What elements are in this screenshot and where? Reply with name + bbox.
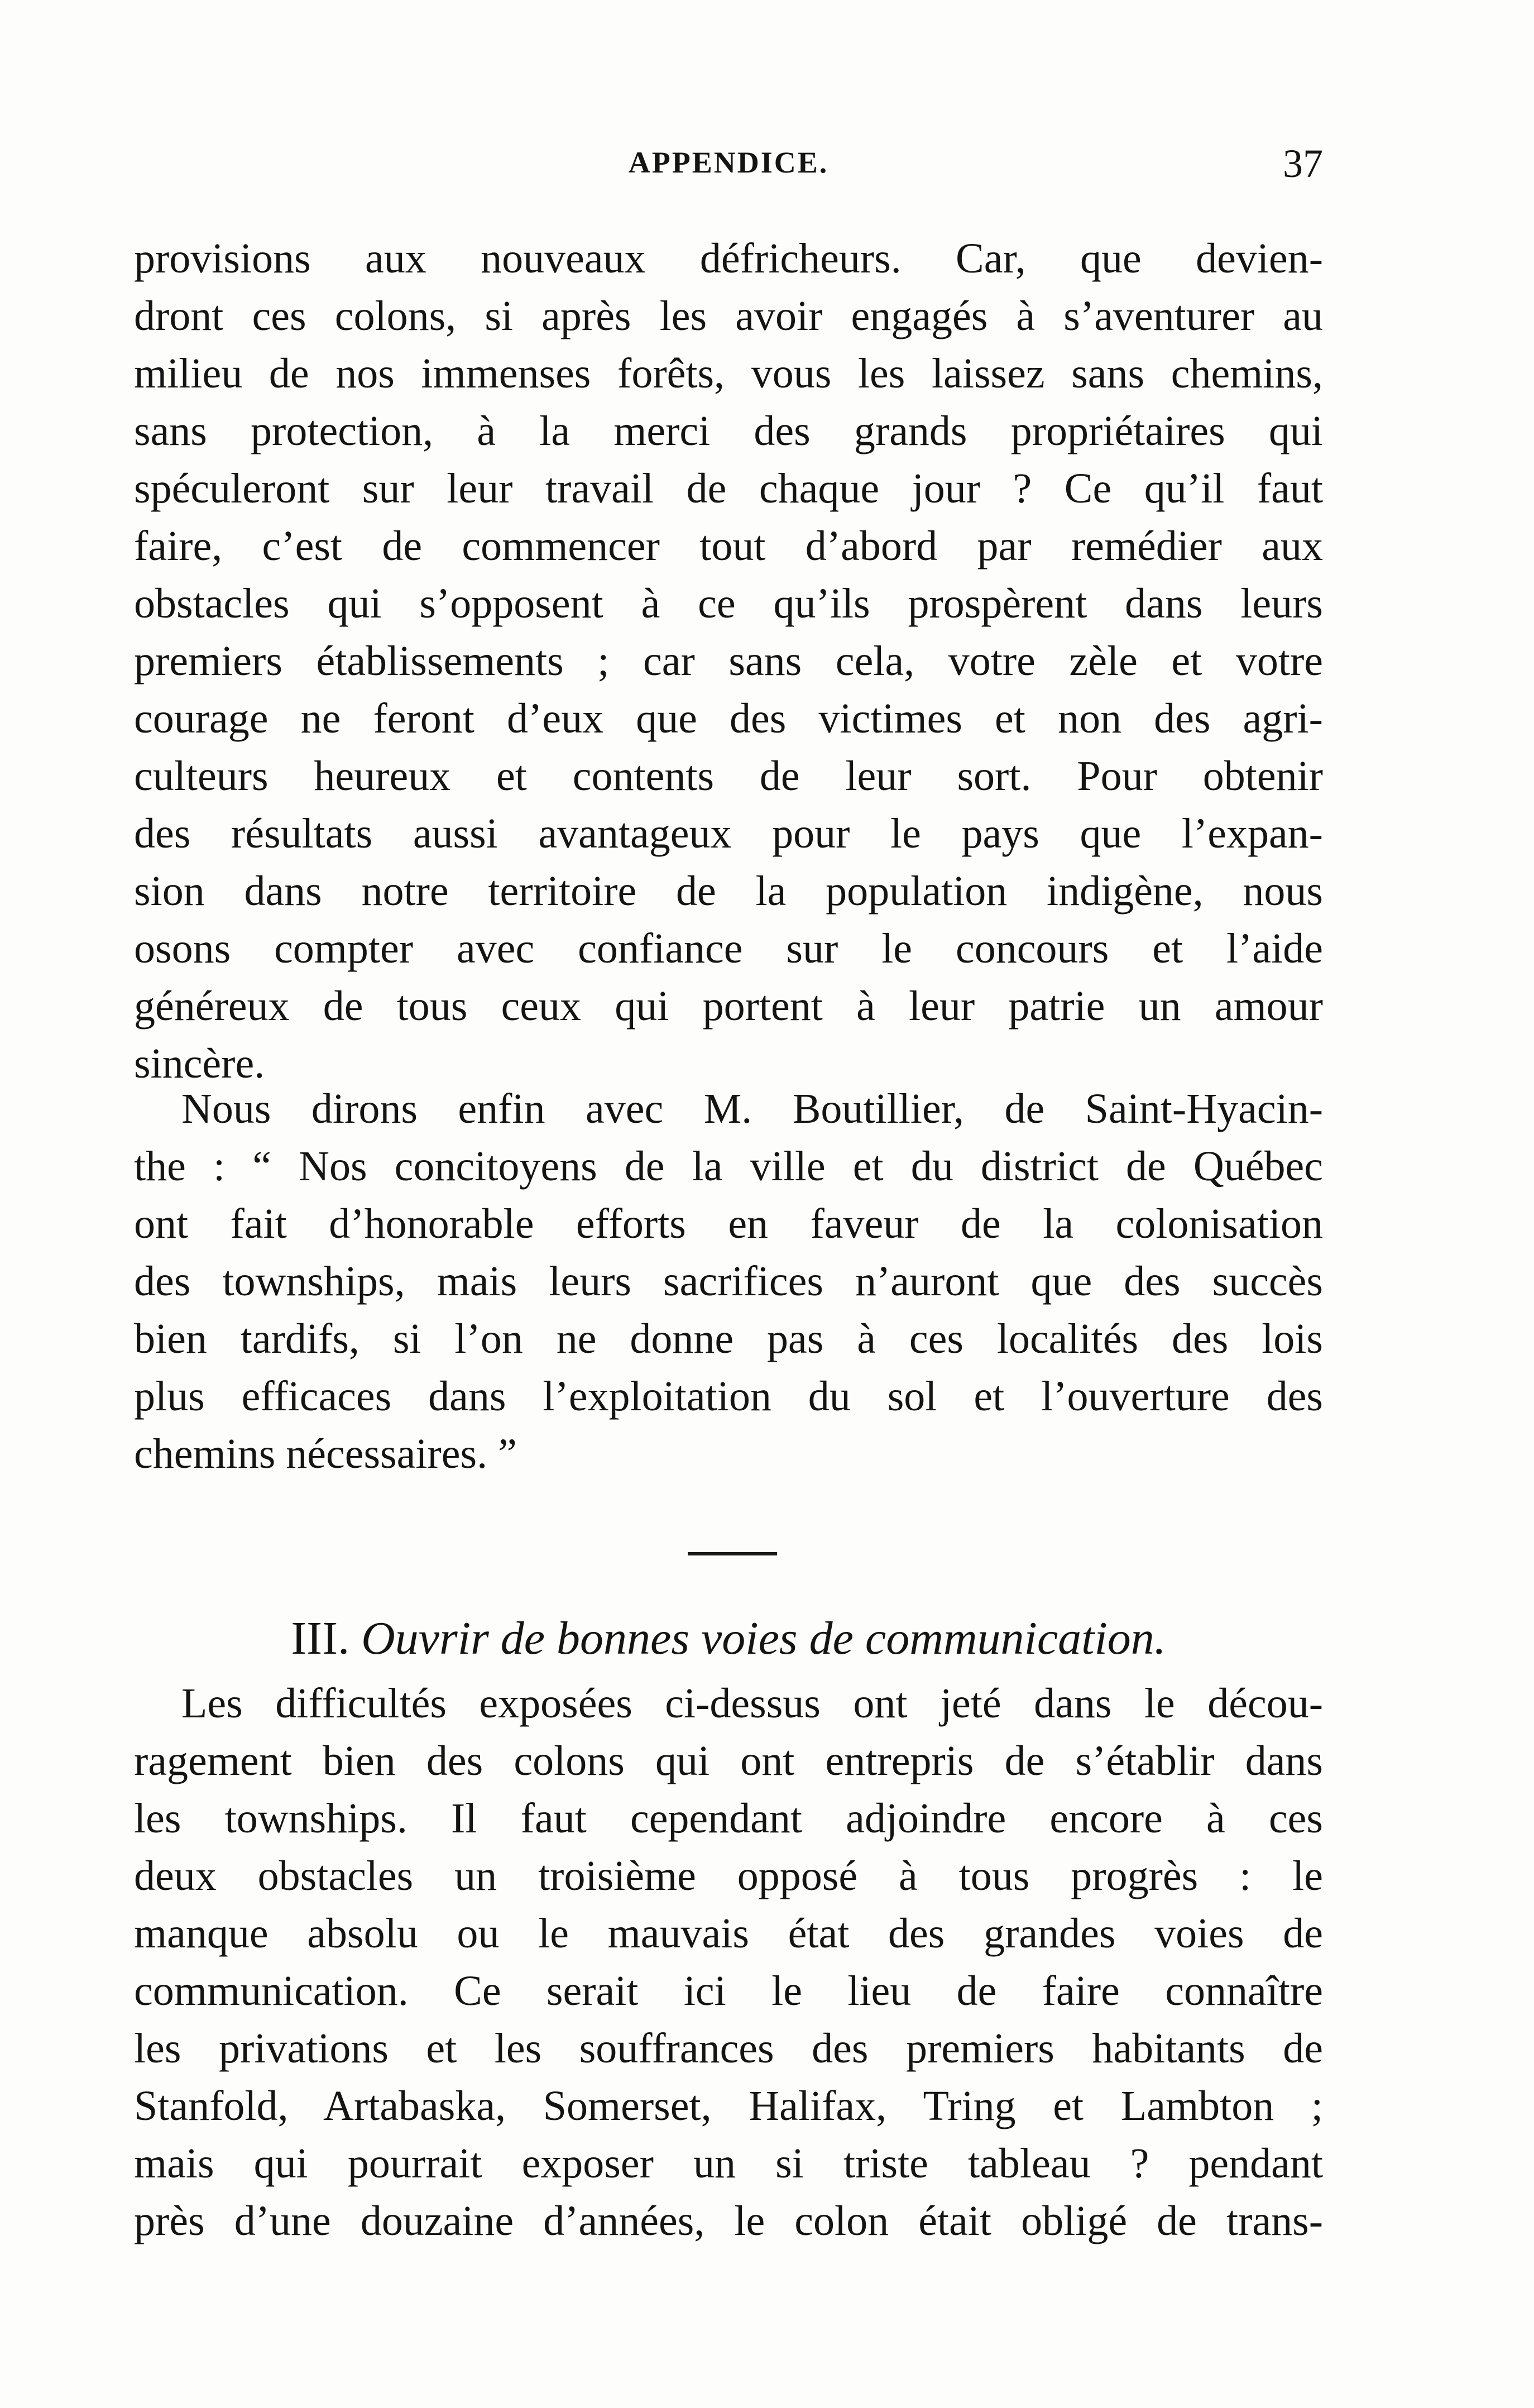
text-line: manque absolu ou le mauvais état des grandes voies de [134,1910,1323,1957]
text-line: premiers établissements ; car sans cela, votre zèle et votre [134,638,1323,684]
text-line: dront ces colons, si après les avoir engagés à s’aventurer au [134,293,1323,339]
text-line: généreux de tous ceux qui portent à leur patrie un amour [134,983,1323,1030]
text-line: culteurs heureux et contents de leur sort. Pour obtenir [134,753,1323,800]
text-line: chemins nécessaires. ” [134,1430,517,1477]
text-line: Stanfold, Artabaska, Somerset, Halifax, Tring et Lambton ; [134,2083,1323,2129]
text-line: des résultats aussi avantageux pour le pays que l’expan- [134,810,1323,857]
page-number: 37 [1283,141,1323,186]
text-line: sion dans notre territoire de la population indigène, nous [134,868,1323,915]
section-number: III. [291,1612,350,1664]
text-line: plus efficaces dans l’exploitation du sol et l’ouverture des [134,1373,1323,1420]
text-line: les privations et les souffrances des premiers habitants de [134,2025,1323,2072]
paragraph-section-three [134,1675,1323,2250]
text-line: des townships, mais leurs sacrifices n’auront que des succès [134,1258,1323,1305]
text-line: spéculeront sur leur travail de chaque jour ? Ce qu’il faut [134,465,1323,512]
text-line: sans protection, à la merci des grands propriétaires qui [134,408,1323,454]
text-line: ragement bien des colons qui ont entrepris de s’établir dans [134,1737,1323,1784]
text-line: faire, c’est de commencer tout d’abord par remédier aux [134,523,1323,569]
text-line: sincère. [134,1040,265,1087]
text-line: milieu de nos immenses forêts, vous les laissez sans chemins, [134,350,1323,397]
text-line: Nous dirons enfin avec M. Boutillier, de Saint-Hyacin- [181,1085,1323,1132]
text-line: mais qui pourrait exposer un si triste tableau ? pendant [134,2140,1323,2187]
text-line: ont fait d’honorable efforts en faveur de la colonisation [134,1200,1323,1247]
section-divider [688,1552,777,1555]
text-line: près d’une douzaine d’années, le colon était obligé de trans- [134,2198,1323,2244]
text-line: communication. Ce serait ici le lieu de faire connaître [134,1967,1323,2014]
paragraph-boutillier-quote [134,1080,1323,1483]
running-title: APPENDICE. [628,146,829,179]
text-line: the : “ Nos concitoyens de la ville et du district de Québec [134,1143,1323,1190]
text-line: bien tardifs, si l’on ne donne pas à ces localités des lois [134,1315,1323,1362]
text-line: courage ne feront d’eux que des victimes et non des agri- [134,695,1323,742]
text-line: provisions aux nouveaux défricheurs. Car, que devien- [134,235,1323,282]
text-line: osons compter avec confiance sur le concours et l’aide [134,925,1323,972]
paragraph-provisions [134,230,1323,1093]
text-line: deux obstacles un troisième opposé à tous progrès : le [134,1852,1323,1899]
section-heading [134,1608,1323,1669]
section-title: Ouvrir de bonnes voies de communication. [361,1612,1166,1664]
text-line: obstacles qui s’opposent à ce qu’ils prospèrent dans leurs [134,580,1323,627]
text-line: Les difficultés exposées ci-dessus ont jeté dans le décou- [181,1680,1323,1727]
text-line: les townships. Il faut cependant adjoindre encore à ces [134,1795,1323,1842]
running-head [134,141,1323,185]
